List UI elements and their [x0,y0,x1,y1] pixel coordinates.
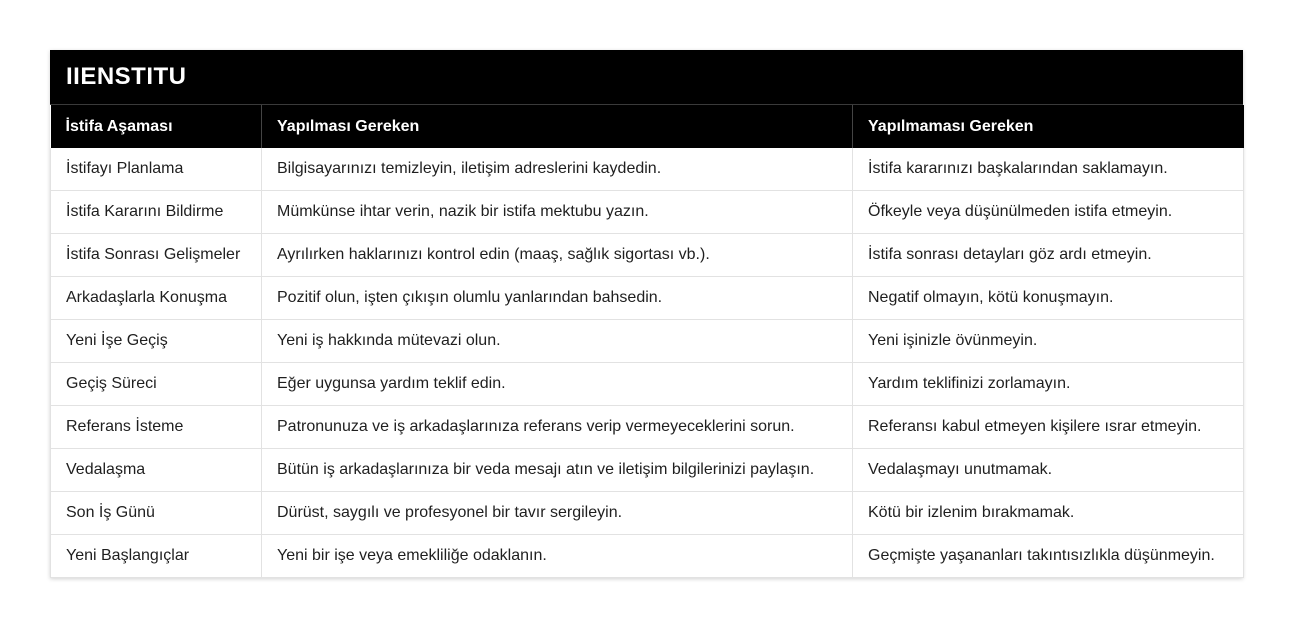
cell-do: Yeni bir işe veya emekliliğe odaklanın. [262,535,853,578]
cell-dont: İstifa sonrası detayları göz ardı etmeyin. [853,234,1244,277]
cell-stage: Arkadaşlarla Konuşma [51,277,262,320]
table-row [51,277,1244,320]
table-row [51,191,1244,234]
cell-stage: Yeni Başlangıçlar [51,535,262,578]
cell-dont: Yardım teklifinizi zorlamayın. [853,363,1244,406]
table-row [51,320,1244,363]
cell-dont: Vedalaşmayı unutmamak. [853,449,1244,492]
brand-header [50,50,1243,105]
cell-stage: Referans İsteme [51,406,262,449]
table-row [51,363,1244,406]
cell-stage: Vedalaşma [51,449,262,492]
table-body [51,148,1244,578]
cell-do: Bütün iş arkadaşlarınıza bir veda mesajı atın ve iletişim bilgilerinizi paylaşın. [262,449,853,492]
cell-stage: İstifa Sonrası Gelişmeler [51,234,262,277]
cell-stage: İstifa Kararını Bildirme [51,191,262,234]
cell-stage: Yeni İşe Geçiş [51,320,262,363]
cell-do: Patronunuza ve iş arkadaşlarınıza referans verip vermeyeceklerini sorun. [262,406,853,449]
cell-do: Dürüst, saygılı ve profesyonel bir tavır sergileyin. [262,492,853,535]
cell-dont: Referansı kabul etmeyen kişilere ısrar etmeyin. [853,406,1244,449]
table-row [51,148,1244,191]
table-row [51,449,1244,492]
cell-dont: İstifa kararınızı başkalarından saklamayın. [853,148,1244,191]
cell-dont: Geçmişte yaşananları takıntısızlıkla düşünmeyin. [853,535,1244,578]
resignation-table [50,105,1244,578]
brand-title: IIENSTITU [66,63,187,90]
cell-dont: Negatif olmayın, kötü konuşmayın. [853,277,1244,320]
cell-stage: Geçiş Süreci [51,363,262,406]
table-row [51,234,1244,277]
table-card [50,50,1243,578]
table-header [51,105,1244,148]
cell-do: Yeni iş hakkında mütevazi olun. [262,320,853,363]
table-row [51,406,1244,449]
cell-do: Pozitif olun, işten çıkışın olumlu yanlarından bahsedin. [262,277,853,320]
cell-dont: Kötü bir izlenim bırakmamak. [853,492,1244,535]
column-header-dont: Yapılmaması Gereken [853,105,1244,148]
cell-stage: İstifayı Planlama [51,148,262,191]
cell-do: Mümkünse ihtar verin, nazik bir istifa mektubu yazın. [262,191,853,234]
cell-dont: Yeni işinizle övünmeyin. [853,320,1244,363]
column-header-do: Yapılması Gereken [262,105,853,148]
header-row [51,105,1244,148]
cell-do: Eğer uygunsa yardım teklif edin. [262,363,853,406]
cell-do: Bilgisayarınızı temizleyin, iletişim adreslerini kaydedin. [262,148,853,191]
column-header-stage: İstifa Aşaması [51,105,262,148]
cell-stage: Son İş Günü [51,492,262,535]
cell-dont: Öfkeyle veya düşünülmeden istifa etmeyin. [853,191,1244,234]
table-row [51,492,1244,535]
cell-do: Ayrılırken haklarınızı kontrol edin (maaş, sağlık sigortası vb.). [262,234,853,277]
table-row [51,535,1244,578]
